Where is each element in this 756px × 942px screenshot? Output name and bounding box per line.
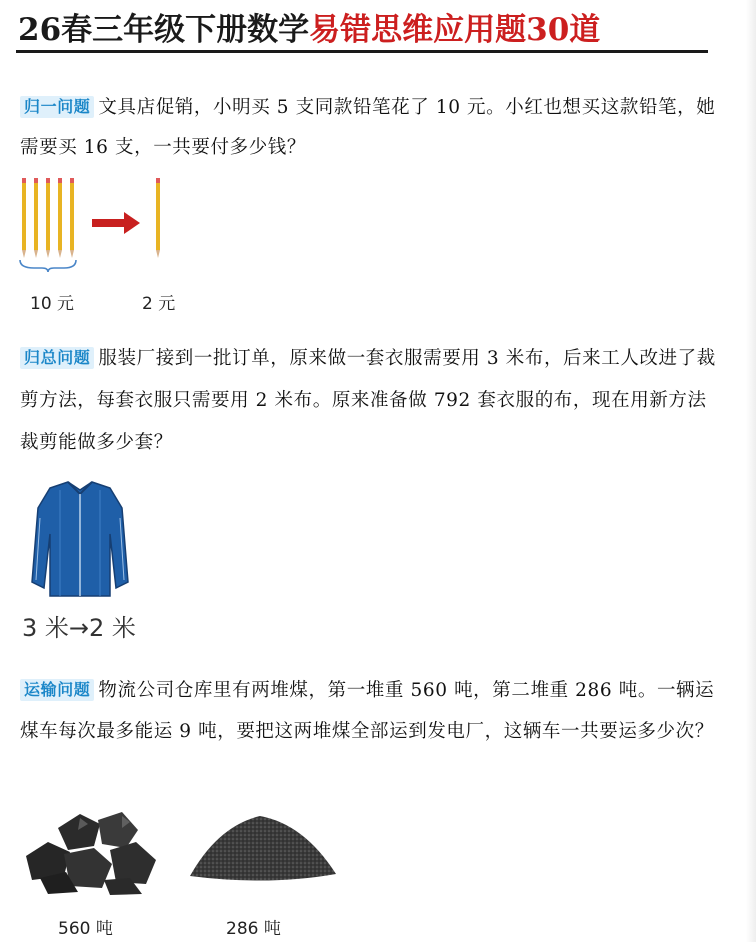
problem-3-tag: 运输问题 [20, 679, 94, 701]
title-part-black: 26春三年级下册数学 [18, 12, 310, 48]
problem-2-caption: 3 米→2 米 [22, 614, 136, 642]
problem-3-text [20, 670, 720, 752]
problem-2-tag: 归总问题 [20, 347, 94, 369]
title-underline [16, 50, 708, 53]
problem-1-tag: 归一问题 [20, 96, 94, 118]
problem-2-text [20, 338, 720, 464]
problem-1-caption-left: 10 元 [30, 294, 75, 314]
page-title [18, 4, 708, 56]
page-edge-shadow [746, 0, 756, 942]
arrow-right-icon [92, 212, 140, 234]
problem-1-body: 文具店促销，小明买 5 支同款铅笔花了 10 元。小红也想买这款铅笔，她需要买 16 支，一共要付多少钱？ [20, 97, 716, 158]
problem-1-caption-right: 2 元 [142, 294, 176, 314]
pencil-icon [150, 176, 166, 272]
problem-3-caption-right: 286 吨 [226, 919, 281, 939]
jacket-icon [30, 478, 130, 602]
problem-1-text [20, 88, 720, 168]
problem-2-body: 服装厂接到一批订单，原来做一套衣服需要用 3 米布，后来工人改进了裁剪方法，每套衣服只需要用 2 米布。原来准备做 792 套衣服的布，现在用新方法裁剪能做多少套？ [20, 348, 716, 453]
coal-lumps-icon [18, 800, 164, 896]
pencil-bundle-icon [16, 176, 88, 272]
title-part-red: 易错思维应用题30道 [309, 12, 601, 48]
problem-3-body: 物流公司仓库里有两堆煤，第一堆重 560 吨，第二堆重 286 吨。一辆运煤车每次最多能运 9 吨，要把这两堆煤全部运到发电厂，这辆车一共要运多少次？ [20, 680, 715, 742]
coal-pile-icon [188, 806, 338, 886]
problem-3-caption-left: 560 吨 [58, 919, 113, 939]
